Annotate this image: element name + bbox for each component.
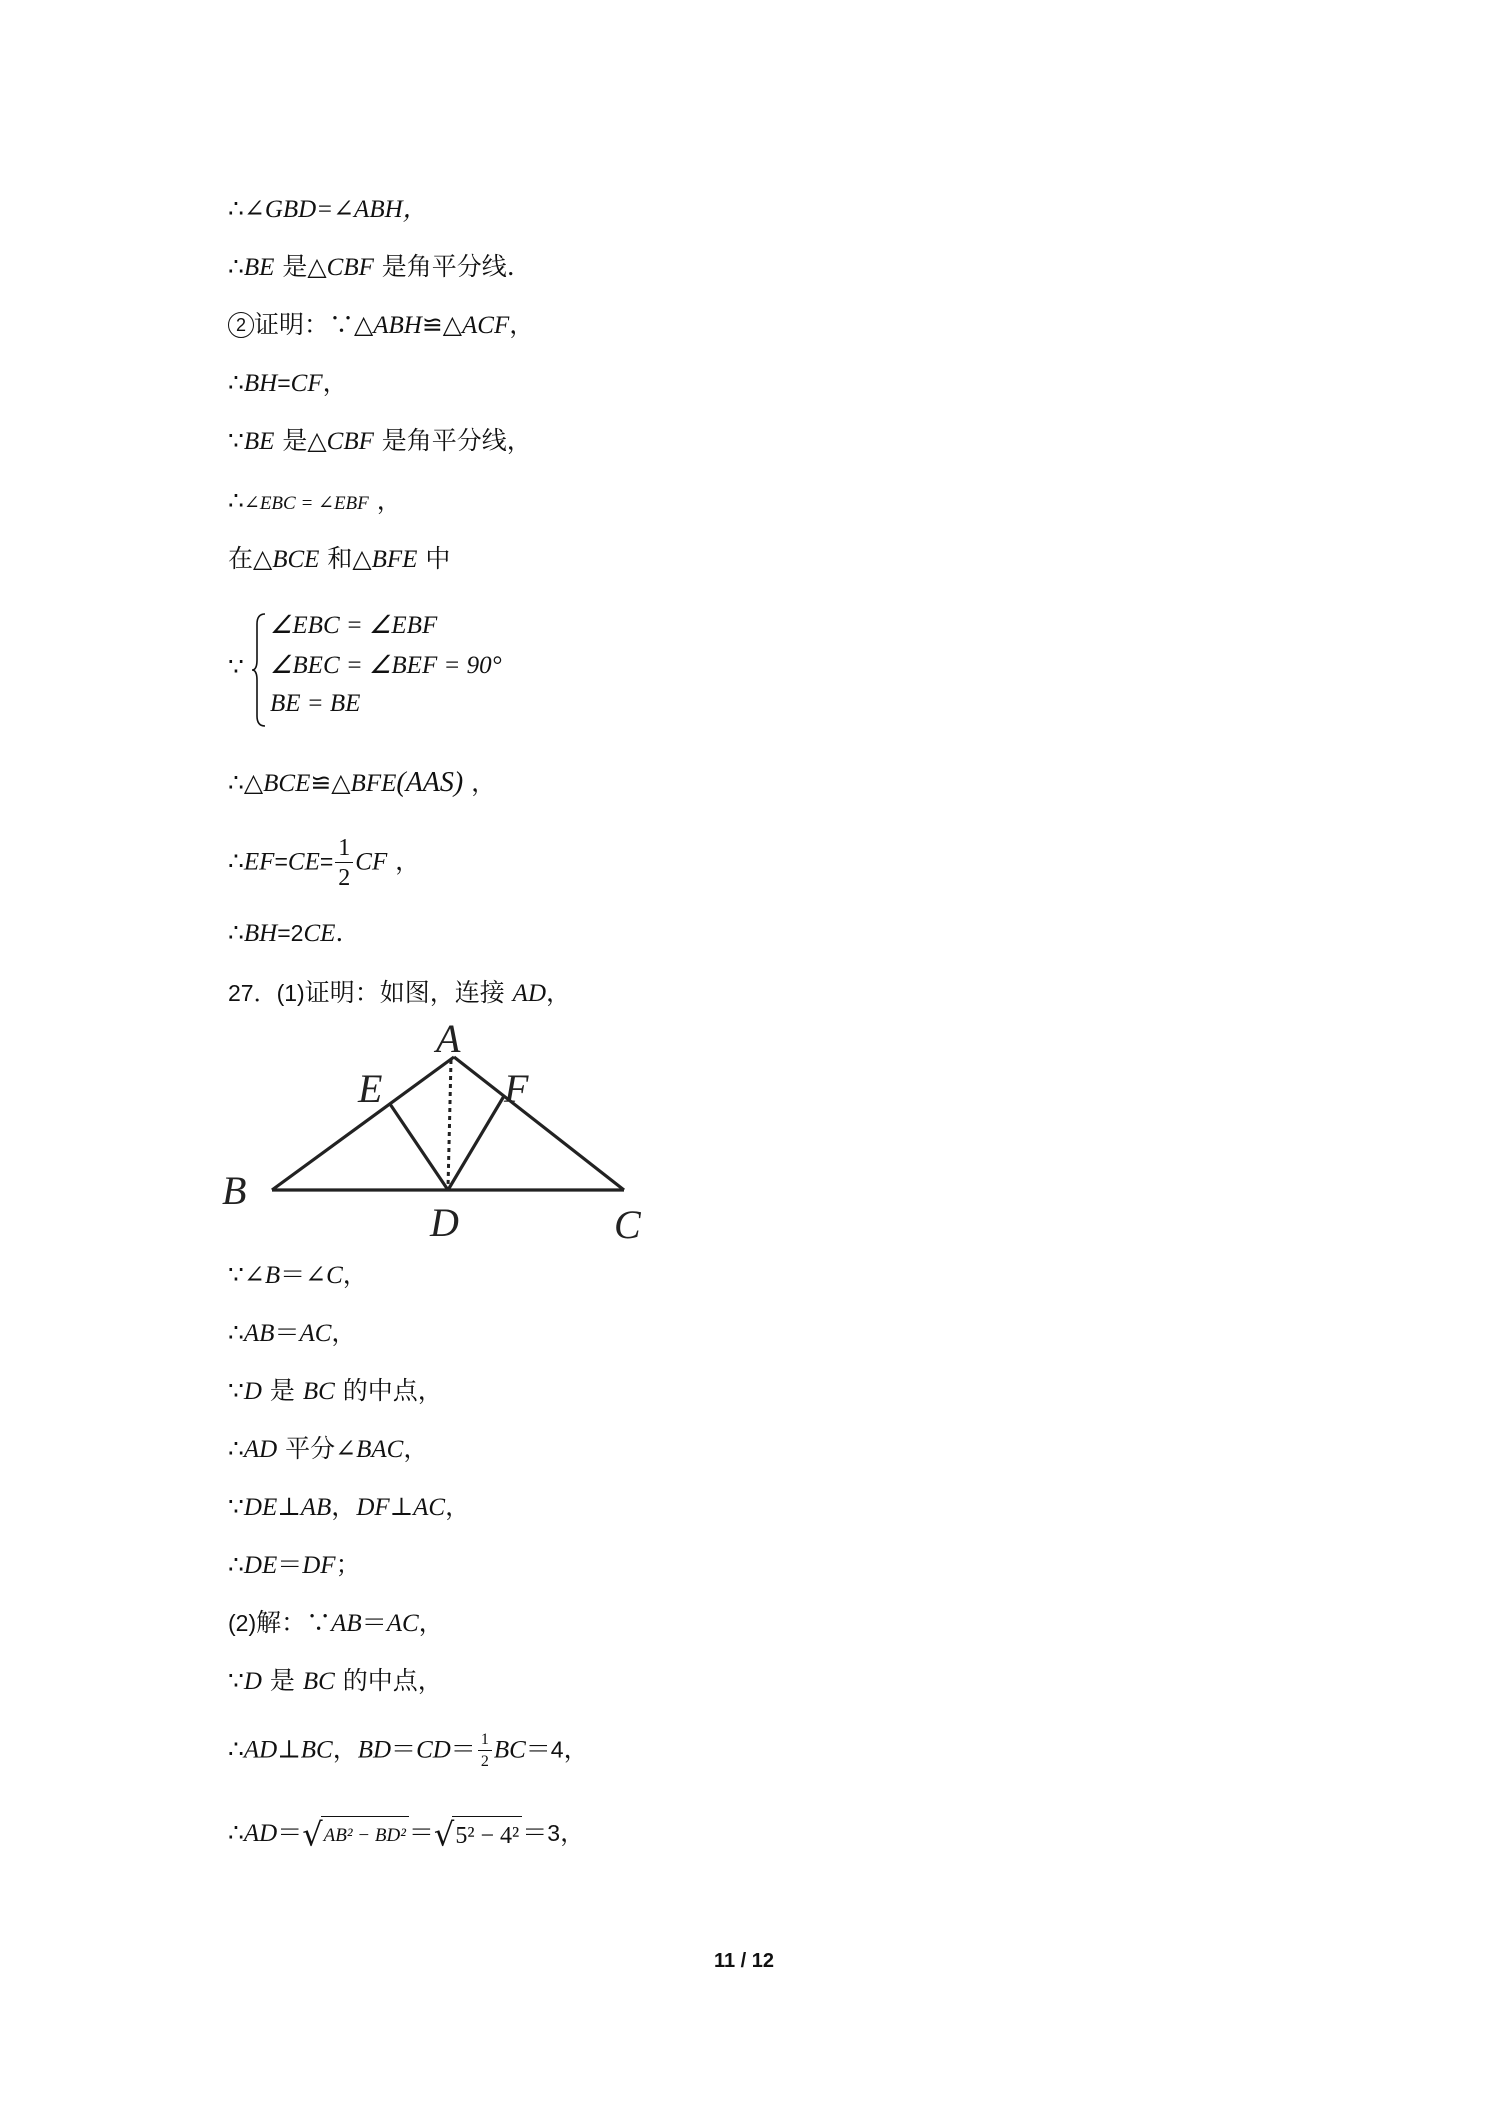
text: 的中点， (334, 1376, 443, 1405)
math-var: BC (302, 1668, 335, 1695)
math-var: BH (243, 920, 278, 947)
text: 和△ (319, 544, 372, 573)
text: ， (445, 1492, 471, 1521)
math-var: AB (331, 1610, 362, 1637)
proof-line-16 (228, 1490, 470, 1525)
congruent-symbol: ≌△ (421, 310, 463, 339)
equals: ＝ (450, 1734, 476, 1764)
text: 是 (261, 1666, 303, 1695)
text: ， (332, 1734, 358, 1764)
math-var: DE (243, 1494, 278, 1521)
segment-de (390, 1104, 448, 1190)
text: ， (418, 1608, 444, 1637)
text: 证明：∵△ (254, 310, 374, 339)
text: ， (368, 486, 402, 515)
math-expression: ∠EBC = ∠EBF (243, 493, 369, 514)
text: 的中点， (334, 1666, 443, 1695)
proof-line-6 (228, 484, 402, 521)
fraction-one-half (335, 836, 353, 890)
therefore-symbol: ∴ (228, 1434, 244, 1463)
math-var: BH (243, 370, 278, 397)
triangle-symbol: △ (243, 768, 264, 797)
text: 是 (261, 1376, 303, 1405)
math-var: AB (300, 1494, 332, 1521)
label-a: A (436, 1018, 461, 1061)
left-brace (250, 612, 268, 728)
proof-line-1 (228, 192, 428, 227)
proof-line-15 (228, 1432, 428, 1467)
proof-line-4 (228, 366, 348, 401)
math-var: AD (243, 1736, 278, 1764)
text: ， (546, 978, 572, 1007)
triangle-figure (222, 1018, 662, 1254)
text: 平分∠ (277, 1434, 357, 1463)
proof-line-19 (228, 1664, 443, 1699)
problem-27-heading (228, 976, 571, 1011)
math-var: DF (302, 1552, 336, 1579)
perp-symbol: ⊥ (277, 1492, 301, 1521)
text: ， (322, 368, 348, 397)
math-var: AC (413, 1494, 446, 1521)
therefore-symbol: ∴ (228, 1734, 244, 1764)
segment-ac (454, 1057, 624, 1190)
text: ， (403, 1434, 429, 1463)
text: =2 (277, 920, 304, 946)
segment-df (448, 1096, 504, 1190)
math-var: BC (493, 1736, 526, 1764)
math-var: ACF (462, 312, 510, 339)
text: 证明：如图，连接 (304, 978, 513, 1007)
equals: ＝ (280, 1260, 306, 1289)
label-d: D (430, 1200, 459, 1245)
math-var: BAC (356, 1436, 404, 1463)
radicand: 5² − 4² (452, 1816, 522, 1853)
proof-line-7 (228, 542, 450, 577)
equals: ＝ (361, 1608, 387, 1637)
therefore-symbol: ∴ (228, 252, 244, 281)
math-var: BFE (350, 770, 397, 797)
math-var: DF (356, 1494, 390, 1521)
text: ， (342, 1260, 368, 1289)
equals: ＝ (525, 1734, 551, 1764)
therefore-symbol: ∴ (228, 1550, 244, 1579)
text: 是△ (274, 252, 327, 281)
math-var: CF (290, 370, 323, 397)
math-var: D (243, 1668, 262, 1695)
denominator: 2 (480, 1753, 489, 1770)
page-number: 11 / 12 (713, 1950, 775, 1972)
equals: = (274, 848, 288, 875)
segment-ad-dashed (448, 1060, 451, 1188)
therefore-symbol: ∴ (228, 1318, 244, 1347)
math-var: CF (355, 848, 388, 876)
text: ， (331, 1318, 357, 1347)
math-var: BD (357, 1736, 392, 1764)
equals: ＝ (274, 1318, 300, 1347)
because-symbol: ∵ (228, 652, 244, 681)
denominator: 2 (338, 865, 351, 891)
square-root-1 (302, 1816, 409, 1853)
number: 3 (547, 1820, 561, 1846)
number: 4 (550, 1736, 564, 1763)
math-var: BC (300, 1736, 333, 1764)
math-var: D (243, 1378, 262, 1405)
math-var: DE (243, 1552, 278, 1579)
equals: ＝ (522, 1818, 548, 1847)
fraction-one-half (478, 1732, 492, 1770)
proof-line-12 (228, 1258, 368, 1293)
math-var: BCE (272, 546, 320, 573)
equation-system (228, 608, 648, 728)
text: ， (560, 1818, 586, 1847)
radicand: AB² − BD² (321, 1816, 409, 1853)
equals: = (319, 848, 334, 875)
math-var: EF (243, 848, 275, 876)
math-var: AD (243, 1820, 278, 1847)
text: 在△ (228, 544, 273, 573)
equals: ＝ (391, 1734, 417, 1764)
math-var: ABH (373, 312, 422, 339)
math-var: BC (302, 1378, 335, 1405)
because-symbol: ∵ (228, 1666, 244, 1695)
therefore-symbol: ∴ (228, 918, 244, 947)
math-var: AD (512, 980, 546, 1007)
numerator: 1 (335, 836, 353, 863)
because-symbol: ∵ (228, 1376, 244, 1405)
text: ， (463, 768, 497, 797)
proof-line-21 (228, 1816, 585, 1853)
math-var: AC (299, 1320, 332, 1347)
text: ， (509, 310, 535, 339)
math-var: AD (243, 1436, 278, 1463)
math-var: AC (386, 1610, 419, 1637)
text: ； (335, 1550, 361, 1579)
system-row-2: ∠BEC = ∠BEF = 90° (270, 652, 502, 679)
because-symbol: ∵ (228, 1260, 244, 1289)
perp-symbol: ⊥ (277, 1734, 301, 1764)
text: 是△ (274, 426, 327, 455)
math-var: (AAS) (396, 767, 464, 798)
proof-line-13 (228, 1316, 356, 1351)
square-root-2 (434, 1816, 522, 1853)
therefore-symbol: ∴ (228, 194, 244, 223)
math-var: AB (243, 1320, 275, 1347)
math-var: BE (243, 254, 275, 281)
math-text: ∠GBD=∠ABH， (243, 196, 428, 223)
math-var: BCE (263, 770, 311, 797)
system-row-3: BE = BE (270, 690, 361, 717)
congruent-symbol: ≌△ (310, 768, 351, 797)
math-var: BE (243, 428, 275, 455)
radical-sign: √ (302, 1815, 323, 1854)
math-var: CBF (326, 428, 374, 455)
equals: ＝ (408, 1818, 434, 1847)
text: 解：∵ (256, 1608, 332, 1637)
label-c: C (614, 1202, 641, 1247)
numerator: 1 (478, 1732, 492, 1751)
therefore-symbol: ∴ (228, 846, 244, 876)
proof-line-18 (228, 1606, 444, 1641)
therefore-symbol: ∴ (228, 1818, 244, 1847)
math-var: ∠C (305, 1262, 343, 1289)
proof-line-14 (228, 1374, 443, 1409)
label-e: E (358, 1066, 383, 1111)
text: ， (387, 846, 421, 876)
math-var: ∠B (243, 1262, 281, 1289)
math-var: CBF (326, 254, 374, 281)
text: ， (563, 1734, 589, 1764)
label-f: F (504, 1066, 529, 1111)
math-var: BFE (371, 546, 418, 573)
label-b: B (222, 1168, 247, 1213)
system-row-1: ∠EBC = ∠EBF (270, 612, 438, 639)
radical-sign: √ (433, 1815, 455, 1854)
equals: ＝ (277, 1818, 303, 1847)
text: 是角平分线， (373, 426, 532, 455)
proof-line-17 (228, 1548, 361, 1583)
proof-line-10 (228, 916, 343, 951)
perp-symbol: ⊥ (389, 1492, 414, 1521)
equals: ＝ (277, 1550, 303, 1579)
because-symbol: ∵ (228, 426, 244, 455)
text: 中 (417, 544, 451, 573)
text: 是角平分线. (373, 252, 515, 281)
math-var: CE (287, 848, 320, 876)
proof-line-20 (228, 1732, 589, 1770)
proof-line-3 (228, 308, 534, 343)
part-label: (1) (276, 980, 305, 1006)
proof-line-5 (228, 424, 532, 459)
math-var: CE (303, 920, 336, 947)
math-var: CD (416, 1736, 451, 1764)
proof-line-2 (228, 250, 515, 285)
circled-number: 2 (228, 312, 254, 338)
text: . (335, 918, 344, 947)
because-symbol: ∵ (228, 1492, 244, 1521)
therefore-symbol: ∴ (228, 768, 244, 797)
proof-line-9 (228, 836, 420, 890)
equals: = (277, 370, 291, 396)
proof-line-8 (228, 766, 496, 801)
therefore-symbol: ∴ (228, 368, 244, 397)
therefore-symbol: ∴ (228, 486, 244, 515)
problem-number: 27． (228, 980, 277, 1006)
text: ， (331, 1492, 357, 1521)
part-label: (2) (228, 1610, 257, 1636)
